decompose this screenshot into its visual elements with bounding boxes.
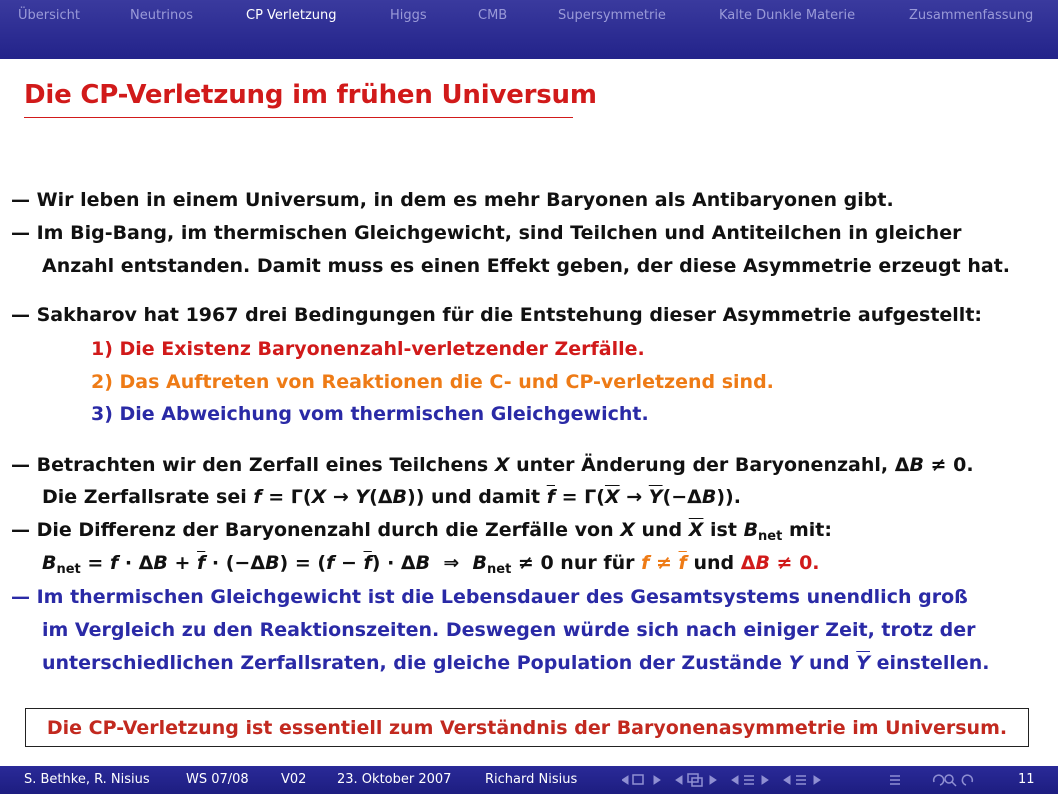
math-Bnet: $B_{net}$ (743, 519, 783, 544)
section-navigation (0, 8, 1058, 26)
nav-back-icon[interactable] (934, 775, 944, 785)
bullet-big-bang-line1: — Im Big-Bang, im thermischen Gleichgewicht, sind Teilchen und Antiteilchen in gleicher (11, 222, 962, 244)
math-Ybar: $\overline{Y}$ (856, 652, 870, 674)
footer-bar (0, 766, 1058, 794)
bullet-big-bang-line2: Anzahl entstanden. Damit muss es einen Effekt geben, der diese Asymmetrie erzeugt hat. (42, 255, 1010, 277)
nav-left-icon[interactable] (676, 776, 682, 784)
text-segment: und (802, 652, 857, 674)
text-segment: und damit (424, 486, 547, 508)
condition-2: 2) Das Auftreten von Reaktionen die C- und CP-verletzend sind. (91, 371, 774, 393)
bullet-baryon-excess: — Wir leben in einem Universum, in dem es mehr Baryonen als Antibaryonen gibt. (11, 189, 894, 211)
math-X: X (620, 519, 635, 541)
nav-item-supersymmetrie[interactable]: Supersymmetrie (558, 8, 666, 23)
condition-3: 3) Die Abweichung vom thermischen Gleichgewicht. (91, 403, 649, 425)
nav-right-icon[interactable] (710, 776, 716, 784)
math-f-neq-fbar: $f \ne \overline{f}$ (641, 552, 687, 574)
footer-version: V02 (281, 772, 307, 787)
nav-item-uebersicht[interactable]: Übersicht (18, 8, 80, 23)
footer-semester: WS 07/08 (186, 772, 249, 787)
nav-left-icon[interactable] (732, 776, 738, 784)
nav-item-higgs[interactable]: Higgs (390, 8, 427, 23)
bullet-sakharov: — Sakharov hat 1967 drei Bedingungen für die Entstehung dieser Asymmetrie aufgestellt: (11, 304, 983, 326)
nav-item-zusammenfassung[interactable]: Zusammenfassung (909, 8, 1034, 23)
text-segment: 0. (946, 454, 974, 476)
condition-1: 1) Die Existenz Baryonenzahl-verletzender Zerfälle. (91, 338, 645, 360)
nav-search-handle (952, 782, 956, 786)
text-segment: mit: (782, 519, 832, 541)
bullet-baryon-difference (11, 519, 832, 548)
footer-authors: S. Bethke, R. Nisius (24, 772, 150, 787)
nav-item-cmb[interactable]: CMB (478, 8, 508, 23)
beamer-navigation-icons (622, 769, 982, 789)
text-segment: unterschiedlichen Zerfallsraten, die gleiche Population der Zustände (42, 652, 789, 674)
text-segment: 0 nur für (540, 552, 642, 574)
math-decay-rate: f = Γ(X → Y(ΔB)) (253, 486, 425, 508)
text-segment: und (634, 519, 689, 541)
nav-left-icon[interactable] (622, 776, 628, 784)
decay-rate-line (42, 486, 741, 508)
conclusion-box (25, 708, 1029, 747)
title-underline (24, 117, 573, 118)
nav-search-icon[interactable] (945, 775, 953, 783)
footer-speaker: Richard Nisius (485, 772, 578, 787)
footer-page-number: 11 (1018, 772, 1035, 787)
bnet-equation-line (42, 552, 820, 581)
nav-item-cp-verletzung[interactable]: CP Verletzung (246, 8, 337, 23)
nav-right-icon[interactable] (654, 776, 660, 784)
nav-item-kalte-dunkle-materie[interactable]: Kalte Dunkle Materie (719, 8, 856, 23)
nav-right-icon[interactable] (762, 776, 768, 784)
math-deltaB-neq-zero: ΔB ≠ 0. (740, 552, 820, 574)
text-segment: ist (703, 519, 744, 541)
bullet-equilibrium-line1: — Im thermischen Gleichgewicht ist die Lebensdauer des Gesamtsystems unendlich groß (11, 586, 968, 608)
bullet-equilibrium-line2: im Vergleich zu den Reaktionszeiten. Deswegen würde sich nach einiger Zeit, trotz der (42, 619, 976, 641)
bullet-equilibrium-line3 (42, 652, 989, 674)
footer-date: 23. Oktober 2007 (337, 772, 452, 787)
text-segment: und (686, 552, 741, 574)
math-antidecay-rate: $\overline{f} = \Gamma(\overline{X} \to \overline{Y}(-\Delta B))$. (546, 486, 741, 508)
math-X: X (494, 454, 510, 476)
text-segment: Die Zerfallsrate sei (42, 486, 254, 508)
text-segment: — Die Differenz der Baryonenzahl durch die Zerfälle von (11, 519, 621, 541)
nav-right-icon[interactable] (814, 776, 820, 784)
slide-title: Die CP-Verletzung im frühen Universum (24, 80, 597, 110)
beamer-nav-svg (622, 769, 982, 791)
conclusion-text: Die CP-Verletzung ist essentiell zum Verständnis der Baryonenasymmetrie im Universum. (46, 717, 1008, 739)
nav-left-icon[interactable] (784, 776, 790, 784)
math-Y: Y (788, 652, 803, 674)
math-Xbar: $\overline{X}$ (688, 519, 704, 541)
nav-forward-icon[interactable] (962, 775, 972, 785)
math-deltaB-neq: ΔB ≠ (894, 454, 947, 476)
nav-frame-icon[interactable] (633, 775, 643, 784)
top-navigation-bar (0, 0, 1058, 59)
text-segment: einstellen. (870, 652, 990, 674)
text-segment: unter Änderung der Baryonenzahl, (509, 454, 895, 476)
nav-item-neutrinos[interactable]: Neutrinos (130, 8, 193, 23)
text-segment: — Betrachten wir den Zerfall eines Teilchens (11, 454, 495, 476)
math-bnet-equation: $B_{net} = f \cdot \Delta B + \overline{f} \cdot (-\Delta B) = (f - \overline{f}) \cdot \Delta B$ ⇒ $B_{net}$ ≠ (42, 552, 541, 577)
bullet-decay-consideration (11, 454, 974, 476)
